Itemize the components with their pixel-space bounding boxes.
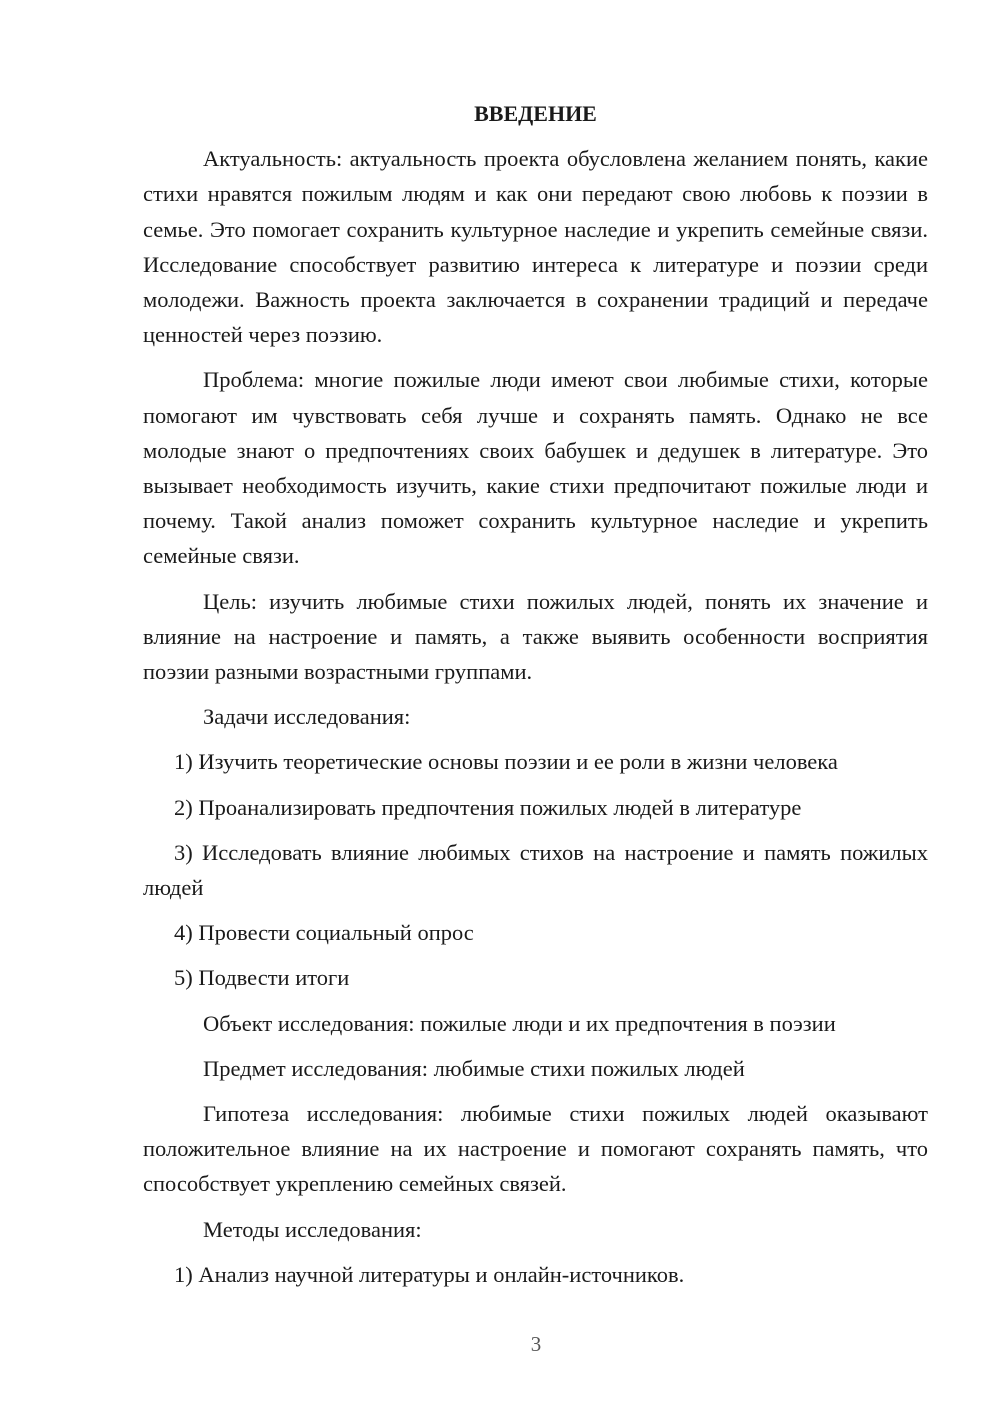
object-paragraph: Объект исследования: пожилые люди и их предпочтения в поэзии (203, 1010, 836, 1036)
relevance-paragraph: Актуальность: актуальность проекта обусловлена желанием понять, какие стихи нравятся пожилым людям и как они передают свою любовь к поэзии в семье. Это помогает сохранить культурное наследие и укрепить семейные связи. Исследование способствует развитию интереса к литературе и поэзии среди молодежи. Важность проекта заключается в сохранении традиций и передаче ценностей через поэзию. (143, 146, 928, 348)
tasks-heading: Задачи исследования: (203, 704, 411, 730)
task-item: 2) Проанализировать предпочтения пожилых людей в литературе (174, 794, 802, 820)
subject-paragraph: Предмет исследования: любимые стихи пожилых людей (203, 1055, 745, 1081)
page-title: ВВЕДЕНИЕ (474, 101, 597, 126)
method-item: 1) Анализ научной литературы и онлайн-источников. (174, 1261, 685, 1287)
methods-heading: Методы исследования: (203, 1216, 422, 1242)
task-item: 4) Провести социальный опрос (174, 920, 474, 946)
hypothesis-paragraph: Гипотеза исследования: любимые стихи пожилых людей оказывают положительное влияние на их настроение и помогают сохранять память, что способствует укреплению семейных связей. (143, 1101, 928, 1197)
document-body (143, 96, 928, 1302)
task-item: 5) Подвести итоги (174, 965, 350, 991)
task-item: 1) Изучить теоретические основы поэзии и ее роли в жизни человека (174, 749, 838, 775)
problem-paragraph: Проблема: многие пожилые люди имеют свои любимые стихи, которые помогают им чувствовать себя лучше и сохранять память. Однако не все молодые знают о предпочтениях своих бабушек и дедушек в литературе. Это вызывает необходимость изучить, какие стихи предпочитают пожилые люди и почему. Такой анализ поможет сохранить культурное наследие и укрепить семейные связи. (143, 367, 928, 569)
task-item: 3) Исследовать влияние любимых стихов на настроение и память пожилых людей (143, 839, 928, 901)
goal-paragraph: Цель: изучить любимые стихи пожилых людей, понять их значение и влияние на настроение и память, а также выявить особенности восприятия поэзии разными возрастными группами. (143, 588, 928, 685)
page-number: 3 (530, 1332, 542, 1356)
